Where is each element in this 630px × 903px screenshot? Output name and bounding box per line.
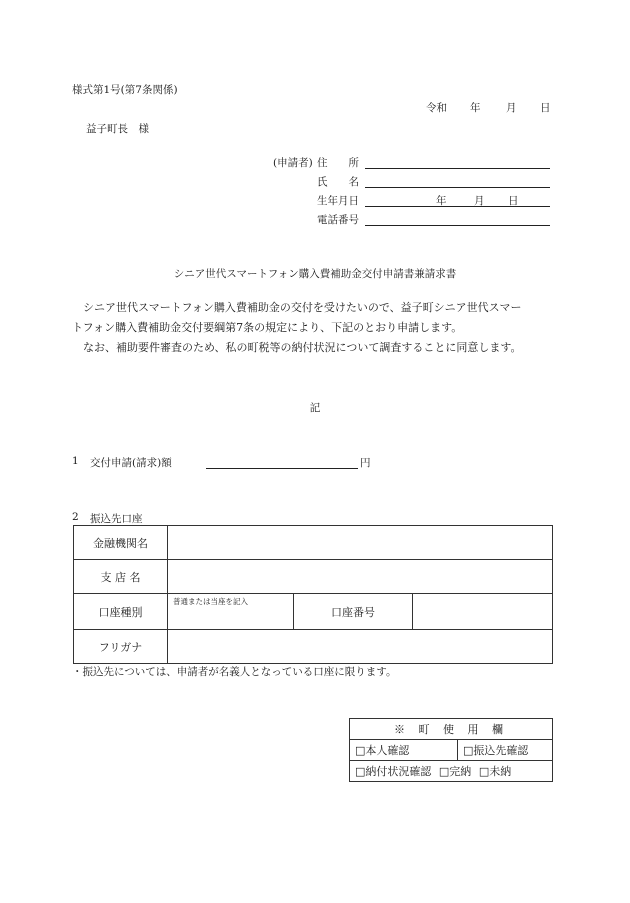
table-row	[350, 740, 553, 761]
account-type-label: 口座種別	[74, 594, 168, 630]
name-field[interactable]	[365, 187, 550, 188]
furigana-label: フリガナ	[74, 630, 168, 664]
office-use-table	[349, 718, 553, 782]
furigana-field[interactable]	[168, 630, 553, 664]
table-row	[74, 560, 553, 594]
office-use-header: ※ 町 使 用 欄	[350, 719, 553, 740]
table-row	[350, 719, 553, 740]
institution-label: 金融機関名	[74, 526, 168, 560]
branch-label: 支 店 名	[74, 560, 168, 594]
account-type-note: 普通または当座を記入	[173, 597, 248, 606]
applicant-prefix: (申請者)	[273, 157, 313, 169]
birth-day-label: 日	[508, 195, 519, 207]
institution-field[interactable]	[168, 526, 553, 560]
unpaid-check[interactable]: □未納	[478, 765, 512, 778]
table-row	[350, 761, 553, 782]
paragraph-2: なお、補助要件審査のため、私の町税等の納付状況について調査することに同意します。	[83, 341, 522, 354]
branch-field[interactable]	[168, 560, 553, 594]
addressee: 益子町長 様	[86, 123, 149, 135]
account-number-label: 口座番号	[294, 594, 413, 630]
form-number: 様式第1号(第7条関係)	[72, 84, 178, 96]
date-day: 日	[540, 102, 551, 114]
birthdate-label: 生年月日	[317, 195, 359, 207]
paid-check[interactable]: □完納	[438, 765, 472, 778]
document-title: シニア世代スマートフォン購入費補助金交付申請書兼請求書	[173, 268, 457, 280]
body-text	[72, 298, 562, 358]
ki-heading: 記	[309, 402, 321, 414]
date-year: 年	[470, 102, 481, 114]
item-2-number: 2	[72, 511, 79, 523]
name-label: 氏 名	[317, 176, 359, 188]
account-number-field[interactable]	[413, 594, 553, 630]
phone-field[interactable]	[365, 225, 550, 226]
item-1-label: 交付申請(請求)額	[90, 457, 172, 469]
item-1-number: 1	[72, 455, 79, 467]
amount-field[interactable]	[206, 468, 358, 469]
item-1-unit: 円	[360, 457, 371, 469]
date-era: 令和	[426, 102, 447, 114]
identity-check[interactable]: □本人確認	[350, 740, 458, 761]
table-row	[74, 630, 553, 664]
account-note: ・振込先については、申請者が名義人となっている口座に限ります。	[72, 666, 397, 678]
phone-label: 電話番号	[317, 214, 359, 226]
tax-status-row	[350, 761, 553, 782]
birthdate-field[interactable]	[365, 206, 550, 207]
table-row	[74, 594, 553, 630]
birth-year-label: 年	[436, 195, 447, 207]
tax-status-check[interactable]: □納付状況確認	[355, 765, 432, 778]
paragraph-1-line-1: シニア世代スマートフォン購入費補助金の交付を受けたいので、益子町シニア世代スマー	[83, 301, 522, 314]
item-2-label: 振込先口座	[90, 513, 143, 525]
address-field[interactable]	[365, 168, 550, 169]
birth-month-label: 月	[474, 195, 485, 207]
account-type-field[interactable]	[168, 594, 294, 630]
bank-account-table	[73, 525, 553, 664]
date-month: 月	[506, 102, 517, 114]
table-row	[74, 526, 553, 560]
transfer-check[interactable]: □振込先確認	[458, 740, 553, 761]
paragraph-1-line-2: トフォン購入費補助金交付要綱第7条の規定により、下記のとおり申請します。	[72, 321, 463, 334]
address-label: 住 所	[317, 157, 359, 169]
